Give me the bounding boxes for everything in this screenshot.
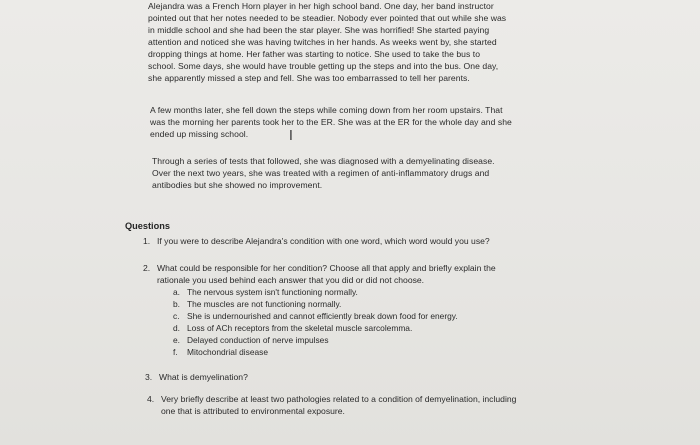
text-line: school. Some days, she would have trouble getting up the steps and into the bus. One day, bbox=[148, 61, 499, 71]
option-letter: a. bbox=[173, 287, 180, 297]
question-text: What could be responsible for her condition? Choose all that apply and briefly explain the bbox=[157, 263, 496, 273]
text-line: ended up missing school. bbox=[150, 129, 249, 139]
text-line: A few months later, she fell down the steps while coming down from her room upstairs. That bbox=[150, 105, 503, 115]
question-text: If you were to describe Alejandra's condition with one word, which word would you use? bbox=[157, 236, 490, 246]
option-letter: d. bbox=[173, 322, 180, 333]
option-b bbox=[173, 299, 573, 311]
text-line: antibodies but she showed no improvement. bbox=[152, 180, 323, 190]
text-cursor-icon: I bbox=[289, 129, 293, 144]
text-line: attention and noticed she was having twitches in her hands. As weeks went by, she started bbox=[148, 37, 497, 47]
case-paragraph-3 bbox=[152, 155, 597, 191]
text-line: she apparently missed a step and fell. She was too embarrassed to tell her parents. bbox=[148, 73, 470, 83]
option-text: Delayed conduction of nerve impulses bbox=[187, 334, 329, 345]
option-e bbox=[173, 335, 573, 347]
text-line: in middle school and she had been the star player. She was horrified! She started paying bbox=[148, 25, 490, 35]
question-text: Very briefly describe at least two pathologies related to a condition of demyelination, including bbox=[161, 394, 517, 404]
option-text: The muscles are not functioning normally. bbox=[187, 298, 342, 309]
questions-heading: Questions bbox=[125, 221, 170, 231]
option-c bbox=[173, 311, 573, 323]
option-letter: f. bbox=[173, 346, 178, 357]
option-letter: e. bbox=[173, 334, 180, 345]
question-4 bbox=[147, 394, 587, 417]
text-line: dropping things at home. Her father was starting to notice. She used to take the bus to bbox=[148, 49, 481, 59]
question-text: What is demyelination? bbox=[159, 372, 248, 382]
question-number: 4. bbox=[147, 394, 155, 404]
text-line: was the morning her parents took her to the ER. She was at the ER for the whole day and she bbox=[150, 117, 512, 127]
case-paragraph-1 bbox=[148, 0, 598, 84]
option-text: Mitochondrial disease bbox=[187, 346, 269, 357]
option-text: She is undernourished and cannot efficiently break down food for energy. bbox=[187, 310, 458, 321]
text-line: Through a series of tests that followed, she was diagnosed with a demyelinating disease. bbox=[152, 156, 495, 166]
case-paragraph-2 bbox=[150, 104, 595, 140]
text-line: Over the next two years, she was treated with a regimen of anti-inflammatory drugs and bbox=[152, 168, 490, 178]
question-number: 1. bbox=[143, 236, 151, 246]
question-text: one that is attributed to environmental exposure. bbox=[161, 405, 345, 416]
text-line: pointed out that her notes needed to be steadier. Nobody ever pointed that out while she was bbox=[148, 13, 507, 23]
question-1 bbox=[143, 236, 603, 248]
question-2-options bbox=[173, 287, 573, 358]
option-text: The nervous system isn't functioning normally. bbox=[187, 287, 358, 297]
option-letter: c. bbox=[173, 310, 180, 321]
question-number: 3. bbox=[145, 372, 153, 382]
option-text: Loss of ACh receptors from the skeletal muscle sarcolemma. bbox=[187, 322, 413, 333]
question-2 bbox=[143, 263, 583, 286]
option-f bbox=[173, 347, 573, 359]
option-letter: b. bbox=[173, 298, 180, 309]
question-text: rationale you used behind each answer that you did or did not choose. bbox=[157, 274, 425, 285]
text-line: Alejandra was a French Horn player in her high school band. One day, her band instructor bbox=[148, 1, 494, 11]
question-number: 2. bbox=[143, 263, 151, 273]
question-3 bbox=[145, 372, 445, 384]
option-d bbox=[173, 323, 573, 335]
option-a bbox=[173, 287, 573, 299]
